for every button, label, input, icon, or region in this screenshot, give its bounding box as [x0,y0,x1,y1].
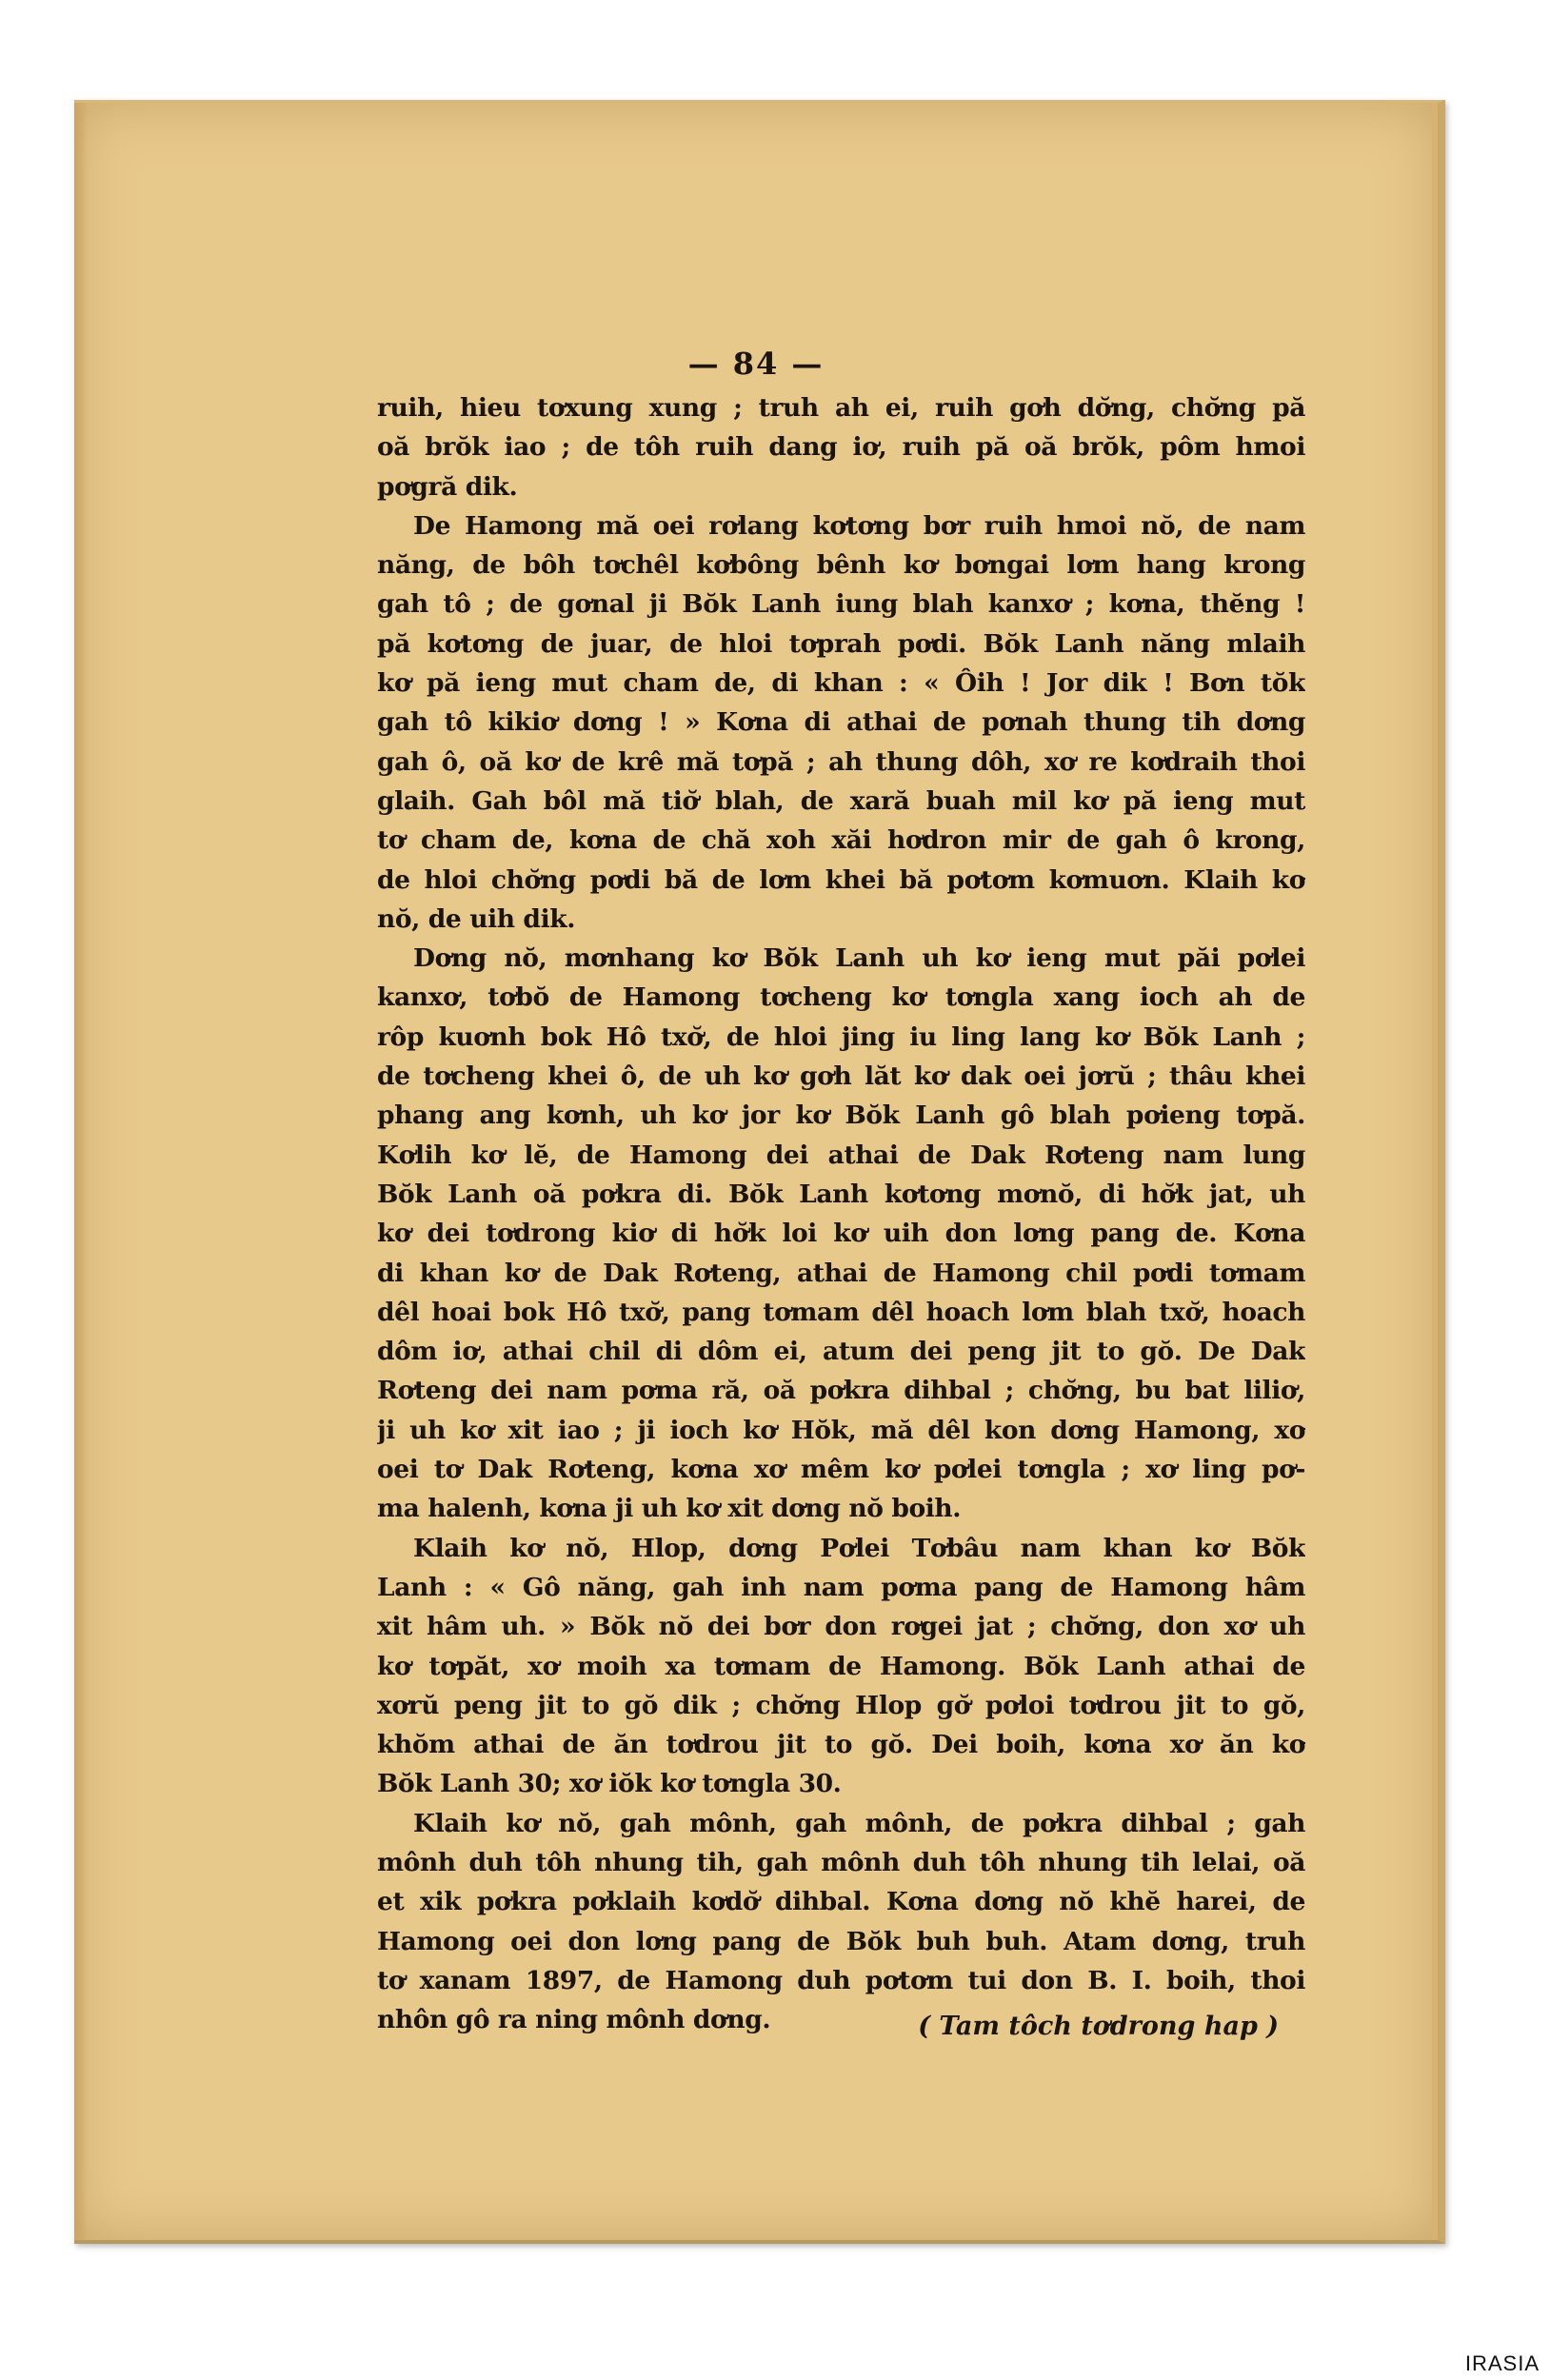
text-line: mônh duh tôh nhung tih, gah mônh duh tôh nhung tih lelai, oă [377,1847,1305,1877]
text-line: ruih, hieu tơxung xung ; truh ah ei, ruih gơh dơ̆ng, chơ̆ng pă [377,393,1305,423]
text-line: de hloi chơ̆ng pơdi bă de lơm khei bă pơtơm kơmuơn. Klaih kơ [377,864,1305,895]
text-line: phang ang kơnh, uh kơ jor kơ Bŏk Lanh gô blah pơieng tơpă. [377,1101,1305,1131]
page-number: — 84 — [687,346,825,382]
text-line: Klaih kơ nŏ, gah mônh, gah mônh, de pơkra dihbal ; gah [413,1808,1305,1838]
text-line: Kơlih kơ lĕ, de Hamong dei athai de Dak Rơteng nam lung [377,1140,1305,1170]
text-line: ma halenh, kơna ji uh kơ xit dơng nŏ boih. [377,1494,962,1524]
text-line: nhôn gô ra ning mônh dơng. [377,2005,771,2035]
text-line: pă kơtơng de juar, de hloi tơprah pơdi. Bŏk Lanh năng mlaih [377,628,1305,659]
text-line: De Hamong mă oei rơlang kơtơng bơr ruih hmoi nŏ, de nam [413,510,1305,541]
text-line: oă brŏk iao ; de tôh ruih dang iơ, ruih pă oă brŏk, pôm hmoi [377,432,1305,463]
watermark-label: IRASIA [1464,2351,1540,2375]
text-line: Bŏk Lanh 30; xơ iŏk kơ tơngla 30. [377,1769,842,1799]
text-line: dôm iơ, athai chil di dôm ei, atum dei peng jit to gŏ. De Dak [377,1337,1305,1367]
text-line: xơrŭ peng jit to gŏ dik ; chơ̆ng Hlop gơ̆ pơloi tơdrou jit to gŏ, [377,1690,1305,1720]
text-line: kanxơ, tơbŏ de Hamong tơcheng kơ tơngla xang ioch ah de [377,982,1305,1013]
text-line: tơ cham de, kơna de chă xoh xăi hơdron mir de gah ô krong, [377,825,1305,856]
text-line: năng, de bôh tơchêl kơbông bênh kơ bơngai lơm hang krong [377,550,1305,581]
text-line: Lanh : « Gô năng, gah inh nam pơma pang de Hamong hâm [377,1572,1305,1602]
text-line: Dơng nŏ, mơnhang kơ Bŏk Lanh uh kơ ieng mut păi pơlei [413,943,1305,974]
text-line: pơgră dik. [377,471,518,502]
body-text [377,388,1305,2039]
text-line: de tơcheng khei ô, de uh kơ gơh lăt kơ dak oei jơrŭ ; thâu khei [377,1061,1305,1092]
text-line: et xik pơkra pơklaih kơdơ̆ dihbal. Kơna dơng nŏ khĕ harei, de [377,1887,1305,1917]
text-line: gah tô ; de gơnal ji Bŏk Lanh iung blah kanxơ ; kơna, thĕng ! [377,589,1305,620]
text-line: ji uh kơ xit iao ; ji ioch kơ Hŏk, mă dêl kon dơng Hamong, xơ [377,1415,1305,1445]
text-line: oei tơ Dak Rơteng, kơna xơ mêm kơ pơlei tơngla ; xơ ling pơ- [377,1455,1305,1485]
text-line: glaih. Gah bôl mă tiơ̆ blah, de xară buah mil kơ pă ieng mut [377,785,1305,816]
text-line: di khan kơ de Dak Rơteng, athai de Hamong chil pơdi tơmam [377,1258,1305,1288]
text-line: Klaih kơ nŏ, Hlop, dơng Pơlei Tơbâu nam khan kơ Bŏk [413,1533,1305,1563]
text-line: nŏ, de uih dik. [377,903,576,934]
text-line: khŏm athai de ăn tơdrou jit to gŏ. Dei boih, kơna xơ ăn kơ [377,1730,1305,1760]
document-page [74,100,1445,2244]
text-line: gah ô, oă kơ de krê mă tơpă ; ah thung dôh, xơ re kơdraih thoi [377,746,1305,777]
text-line: Hamong oei don lơng pang de Bŏk buh buh. Atam dơng, truh [377,1926,1305,1956]
text-line: Rơteng dei nam pơma ră, oă pơkra dihbal ; chơ̆ng, bu bat liliơ, [377,1376,1305,1406]
text-line: tơ xanam 1897, de Hamong duh pơtơm tui don B. I. boih, thoi [377,1965,1305,1995]
text-line: rôp kuơnh bok Hô txơ̆, de hloi jing iu ling lang kơ Bŏk Lanh ; [377,1021,1305,1052]
text-line: kơ pă ieng mut cham de, di khan : « Ôih ! Jor dik ! Bơn tŏk [377,668,1305,699]
text-line: kơ tơpăt, xơ moih xa tơmam de Hamong. Bŏk Lanh athai de [377,1651,1305,1681]
text-line: gah tô kikiơ dơng ! » Kơna di athai de pơnah thung tih dơng [377,707,1305,738]
text-line: xit hâm uh. » Bŏk nŏ dei bơr don rơgei jat ; chơ̆ng, don xơ uh [377,1612,1305,1642]
text-line: kơ dei tơdrong kiơ di hơ̆k loi kơ uih don lơng pang de. Kơna [377,1219,1305,1249]
text-line: Bŏk Lanh oă pơkra di. Bŏk Lanh kơtơng mơnŏ, di hơ̆k jat, uh [377,1179,1305,1209]
text-line: dêl hoai bok Hô txơ̆, pang tơmam dêl hoach lơm blah txơ̆, hoach [377,1297,1305,1327]
closing-signature: ( Tam tôch tơdrong hap ) [918,2012,1279,2041]
